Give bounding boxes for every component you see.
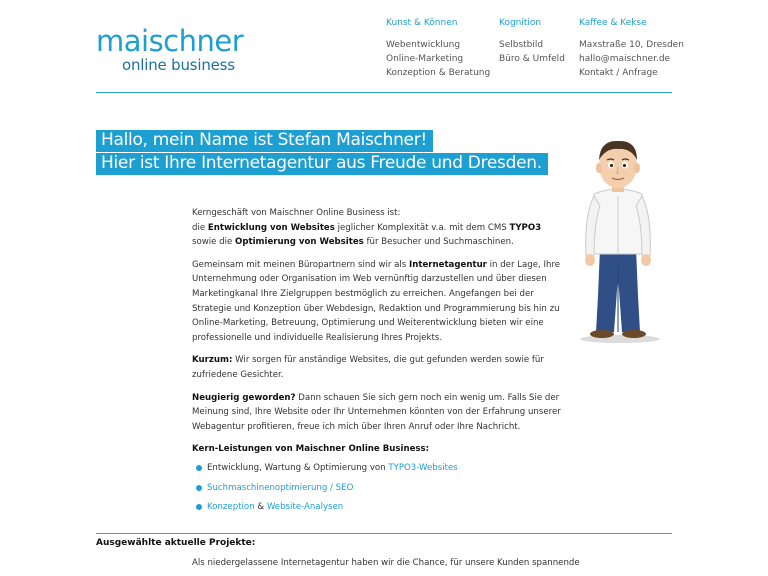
projects-heading: Ausgewählte aktuelle Projekte:	[96, 538, 256, 548]
mascot-illustration	[568, 136, 668, 346]
intro-text: jeglicher Komplexität v.a. mit dem CMS	[334, 222, 510, 233]
neugierig-bold: Neugierig geworden?	[192, 392, 296, 403]
header-divider	[96, 92, 672, 93]
kurzum-paragraph	[192, 353, 572, 382]
nav-link-online-marketing[interactable]: Online-Marketing	[386, 54, 464, 64]
intro-bold: Entwicklung von Websites	[207, 222, 335, 233]
nav-heading-kunst[interactable]: Kunst & Können	[386, 18, 458, 28]
logo-tagline: online business	[122, 56, 235, 74]
nav-heading-kaffee[interactable]: Kaffee & Kekse	[579, 18, 647, 28]
intro-bold: TYPO3	[509, 222, 542, 233]
projects-divider	[96, 533, 672, 534]
agency-paragraph	[192, 258, 572, 346]
intro-text: Kerngeschäft von Maischner Online Business ist:	[192, 208, 401, 218]
nav-link-kontakt[interactable]: Kontakt / Anfrage	[579, 68, 658, 78]
neugierig-paragraph	[192, 391, 572, 435]
hero-heading	[96, 130, 548, 175]
hero-line-1: Hallo, mein Name ist Stefan Maischner!	[96, 130, 433, 152]
nav-link-selbstbild[interactable]: Selbstbild	[499, 40, 544, 50]
services-list	[192, 461, 572, 515]
intro-text: sowie die	[192, 237, 236, 248]
nav-email-link[interactable]: hallo@maischner.de	[579, 54, 671, 64]
intro-paragraph	[192, 206, 572, 250]
services-heading-text: Kern-Leistungen von Maischner Online Business:	[192, 444, 430, 455]
nav-link-konzeption[interactable]: Konzeption & Beratung	[386, 68, 491, 78]
list-item	[192, 461, 572, 476]
services-heading	[192, 442, 572, 457]
service-text: Entwicklung, Wartung & Optimierung von	[207, 462, 389, 473]
list-item	[192, 481, 572, 496]
logo[interactable]	[96, 26, 243, 74]
intro-bold: Optimierung von Websites	[235, 237, 364, 248]
bullet-dot-icon	[196, 465, 202, 471]
agency-bold: Internetagentur	[409, 259, 487, 270]
agency-text: in der Lage, Ihre Unternehmung oder Organisation im Web vernünftig darzustellen und über diesen Marketingkanal Ihre Zielgruppen bestmöglich zu erreichen. Angefangen bei der Strategie und Konzeption über Webdesign, Redaktion und Programmierung bis hin zu Online-Marketing, Betreuung, Optimierung und Weiterentwicklung bieten wir eine professionelle und individuelle Realisierung Ihres Projekts.	[192, 259, 561, 343]
intro-content	[192, 206, 572, 520]
logo-wordmark: maischner	[96, 24, 244, 58]
list-item	[192, 500, 572, 515]
konzeption-link[interactable]: Konzeption	[207, 502, 255, 513]
bullet-dot-icon	[196, 485, 202, 491]
neugierig-text: Dann schauen Sie sich gern noch ein wenig um. Falls Sie der Meinung sind, Ihre Website oder Ihr Unternehmen könnten von der Erfahrung unserer Webagentur profitieren, freue ich mich über Ihren Anruf oder Ihre Nachricht.	[192, 392, 561, 432]
nav-column-kognition	[499, 16, 565, 66]
hero-line-2: Hier ist Ihre Internetagentur aus Freude und Dresden.	[96, 153, 548, 175]
intro-text: für Besucher und Suchmaschinen.	[363, 237, 514, 248]
nav-heading-kognition[interactable]: Kognition	[499, 18, 542, 28]
bullet-dot-icon	[196, 504, 202, 510]
nav-link-buero[interactable]: Büro & Umfeld	[499, 54, 565, 64]
service-text: &	[254, 502, 267, 513]
website-analysen-link[interactable]: Website-Analysen	[266, 502, 344, 513]
nav-link-webentwicklung[interactable]: Webentwicklung	[386, 40, 461, 50]
typo3-link[interactable]: TYPO3-Websites	[388, 462, 458, 473]
agency-text: Gemeinsam mit meinen Büropartnern sind wir als	[192, 259, 410, 270]
projects-intro-text: Als niedergelassene Internetagentur haben wir die Chance, für unsere Kunden spannende	[192, 558, 580, 568]
nav-column-kunst	[386, 16, 490, 80]
intro-text: die	[192, 222, 208, 233]
kurzum-text: Wir sorgen für anständige Websites, die gut gefunden werden sowie für zufriedene Gesichter.	[192, 355, 544, 380]
nav-column-kaffee	[579, 16, 684, 80]
seo-link[interactable]: Suchmaschinenoptimierung / SEO	[207, 482, 354, 493]
nav-address: Maxstraße 10, Dresden	[579, 40, 684, 50]
kurzum-bold: Kurzum:	[192, 355, 233, 366]
